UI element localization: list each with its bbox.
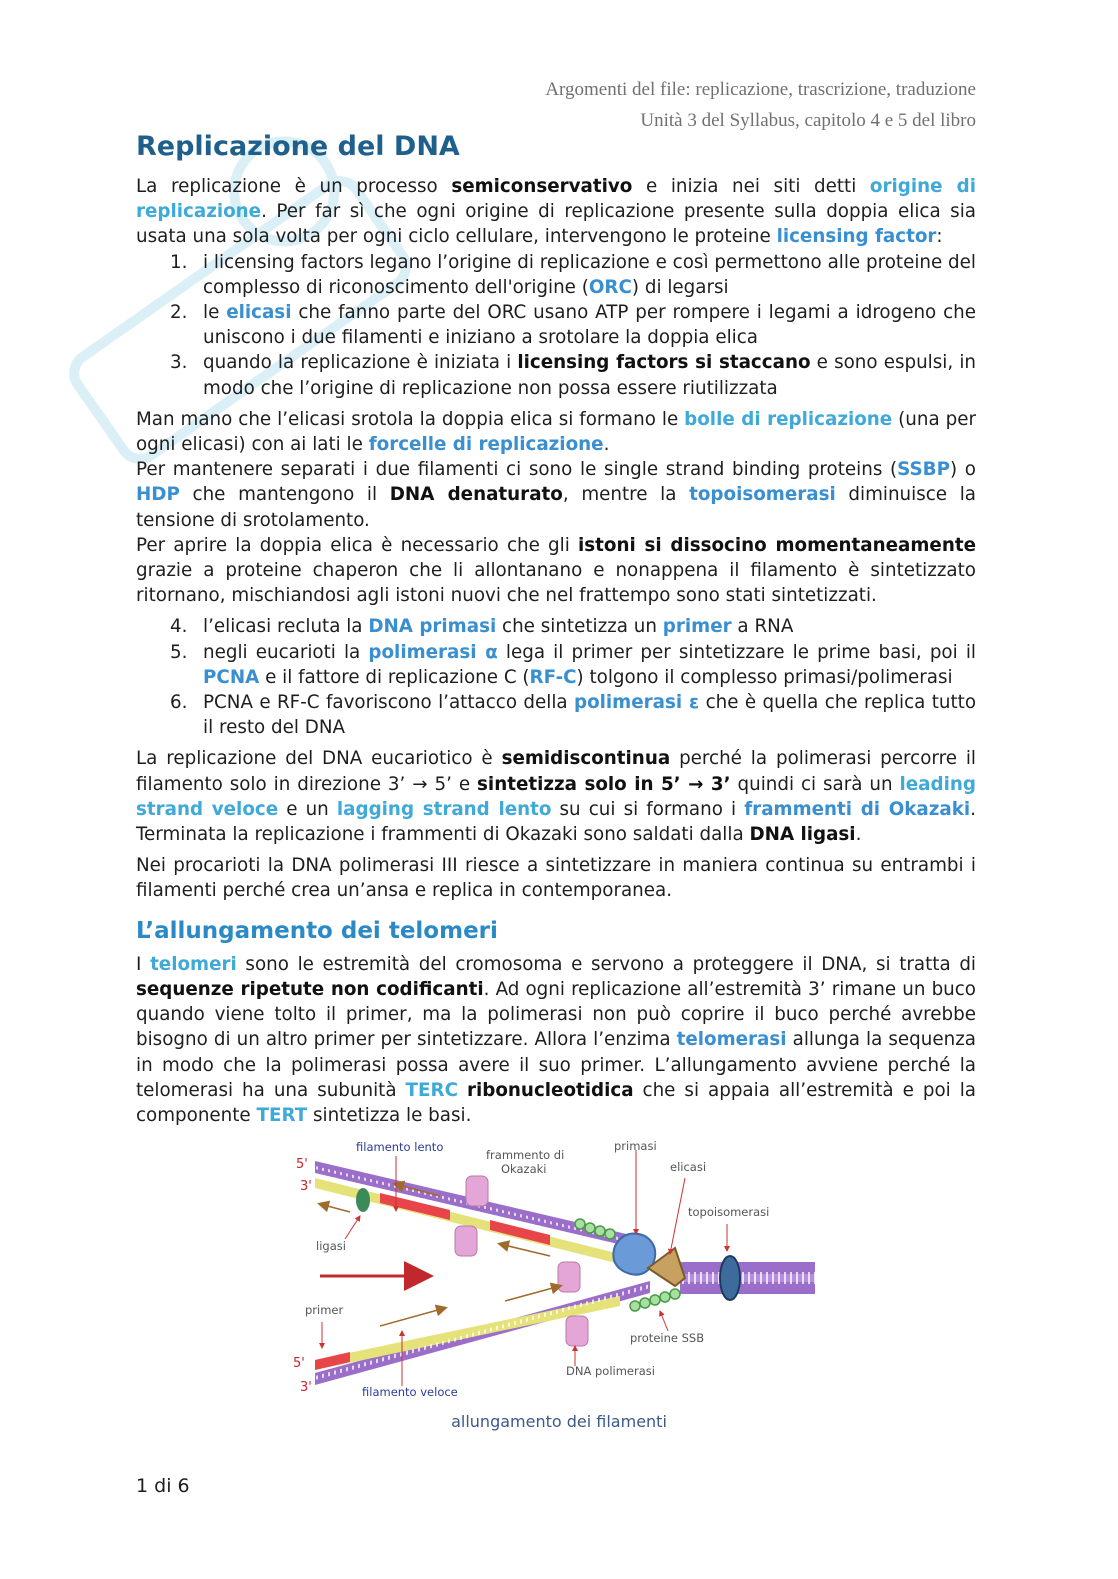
- label-pointer: [345, 1216, 360, 1239]
- label-3-prime: 3': [300, 1380, 312, 1395]
- label-okazaki: Okazaki: [501, 1162, 547, 1176]
- paragraph: Per aprire la doppia elica è necessario che gli istoni si dissocino momentaneamente grazie a proteine chaperon che li allontanano e nonappena il filamento è sintetizzato ritornano, mischiandosi agli istoni nuovi che nel frattempo sono stati sintetizzati.: [136, 534, 976, 607]
- label-5-prime: 5': [296, 1157, 308, 1172]
- document-body: [136, 130, 976, 1128]
- parental-dna-helix: [680, 1262, 815, 1294]
- page-number: 1 di 6: [136, 1475, 190, 1497]
- list-item: 1. i licensing factors legano l’origine di replicazione e così permettono alle proteine del complesso di riconoscimento dell'origine (ORC) di legarsi: [170, 251, 976, 298]
- header-syllabus: Unità 3 del Syllabus, capitolo 4 e 5 del libro: [640, 110, 976, 131]
- label-elicasi: elicasi: [670, 1160, 707, 1174]
- paragraph: La replicazione del DNA eucariotico è semidiscontinua perché la polimerasi percorre il filamento solo in direzione 3’ → 5’ e sintetizza solo in 5’ → 3’ quindi ci sarà un leading strand veloce e un lagging strand lento su cui si formano i frammenti di Okazaki. Terminata la replicazione i frammenti di Okazaki sono saldati dalla DNA ligasi.: [136, 748, 976, 846]
- synthesis-arrow: [320, 1204, 350, 1212]
- numbered-list: [136, 250, 976, 401]
- list-item: 4. l’elicasi recluta la DNA primasi che sintetizza un primer a RNA: [170, 616, 794, 638]
- section-title-replicazione: Replicazione del DNA: [136, 131, 460, 162]
- label-pointer: [660, 1311, 668, 1331]
- figure-caption: allungamento dei filamenti: [451, 1412, 667, 1431]
- label-topoisomerasi: topoisomerasi: [688, 1205, 770, 1219]
- paragraph: Man mano che l’elicasi srotola la doppia elica si formano le bolle di replicazione (una per ogni elicasi) con ai lati le forcelle di replicazione.: [136, 408, 976, 456]
- paragraph: Nei procarioti la DNA polimerasi III riesce a sintetizzare in maniera continua su entrambi i filamenti perché crea un’ansa e replica in contemporanea.: [136, 855, 976, 902]
- label-filamento-veloce: filamento veloce: [362, 1385, 458, 1399]
- label-dna-polimerasi: DNA polimerasi: [566, 1364, 655, 1378]
- label-5-prime: 5': [293, 1356, 305, 1371]
- synthesis-arrow: [505, 1286, 560, 1301]
- list-item: 6. PCNA e RF-C favoriscono l’attacco della polimerasi ε che è quella che replica tutto il resto del DNA: [170, 692, 977, 739]
- label-proteine-ssb: proteine SSB: [630, 1331, 705, 1345]
- document-header: [545, 74, 976, 136]
- list-item: 2. le elicasi che fanno parte del ORC usano ATP per rompere i legami a idrogeno che uniscono i due filamenti e iniziano a srotolare la doppia elica: [170, 302, 976, 349]
- synthesis-arrow: [500, 1244, 550, 1256]
- ligasi-icon: [356, 1188, 370, 1212]
- list-item: 5. negli eucarioti la polimerasi α lega il primer per sintetizzare le prime basi, poi il PCNA e il fattore di replicazione C (RF-C) tolgono il complesso primasi/polimerasi: [170, 641, 976, 688]
- header-topics: Argomenti del file: replicazione, trascrizione, traduzione: [545, 79, 976, 100]
- synthesis-arrow: [380, 1308, 445, 1326]
- label-filamento-lento: filamento lento: [356, 1140, 444, 1154]
- section-title-telomeri: L’allungamento dei telomeri: [136, 917, 498, 944]
- list-item: 3. quando la replicazione è iniziata i licensing factors si staccano e sono espulsi, in modo che l’origine di replicazione non possa essere riutilizzata: [170, 352, 976, 399]
- paragraph: La replicazione è un processo semiconservativo e inizia nei siti detti origine di replicazione. Per far sì che ogni origine di replicazione presente sulla doppia elica sia usata una sola volta per ogni ciclo cellulare, intervengono le proteine licensing factor:: [136, 176, 977, 248]
- topoisomerasi-icon: [720, 1256, 740, 1300]
- label-ligasi: ligasi: [316, 1239, 346, 1253]
- label-3-prime: 3': [300, 1179, 312, 1194]
- label-primer: primer: [305, 1303, 344, 1317]
- replication-fork-diagram: [290, 1136, 820, 1446]
- numbered-list: [136, 614, 976, 740]
- label-pointer: [670, 1178, 685, 1254]
- label-primasi: primasi: [614, 1139, 657, 1153]
- paragraph: Per mantenere separati i due filamenti ci sono le single strand binding proteins (SSBP) o HDP che mantengono il DNA denaturato, mentre la topoisomerasi diminuisce la tensione di srotolamento.: [136, 459, 976, 531]
- paragraph: I telomeri sono le estremità del cromosoma e servono a proteggere il DNA, si tratta di sequenze ripetute non codificanti. Ad ogni replicazione all’estremità 3’ rimane un buco quando viene tolto il primer, ma la polimerasi non può coprire il buco perché avrebbe bisogno di un altro primer per sintetizzare. Allora l’enzima telomerasi allunga la sequenza in modo che la polimerasi possa avere il suo primer. L’allungamento avviene perché la telomerasi ha una subunità TERC ribonucleotidica che si appaia all’estremità e poi la componente TERT sintetizza le basi.: [136, 953, 976, 1126]
- label-frammento: frammento di: [486, 1148, 565, 1162]
